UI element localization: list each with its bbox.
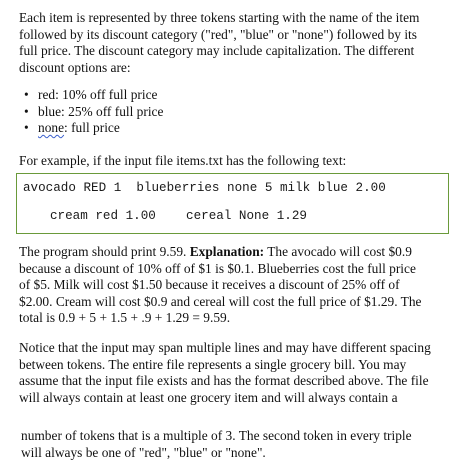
explanation-line: because a discount of 10% off of $1 is $0.1. Blueberries cost the full price <box>19 260 416 276</box>
continuation-paragraph <box>21 428 467 461</box>
explanation-line: of $5. Milk will cost $1.50 because it receives a discount of 25% off of <box>19 277 400 293</box>
explanation-heading: Explanation: <box>189 244 265 259</box>
notice-line: will always contain at least one grocery item and will always contain a <box>19 389 398 405</box>
option-text: red: 10% off full price <box>38 87 158 102</box>
list-item <box>24 120 163 137</box>
intro-paragraph <box>19 10 465 76</box>
option-text: : full price <box>64 120 120 136</box>
notice-line: between tokens. The entire file represents a single grocery bill. You may <box>19 356 407 372</box>
explanation-paragraph <box>19 244 465 327</box>
notice-line: assume that the input file exists and has the format described above. The file <box>19 373 429 389</box>
intro-line: full price. The discount category may include capitalization. The different <box>19 43 415 59</box>
intro-line: discount options are: <box>19 59 131 75</box>
code-line: cream red 1.00 cereal None 1.29 <box>50 209 307 223</box>
intro-line: followed by its discount category ("red", "blue" or "none") followed by its <box>19 26 417 42</box>
notice-line: Notice that the input may span multiple lines and may have different spacing <box>19 340 431 355</box>
code-line: avocado RED 1 blueberries none 5 milk blue 2.00 <box>23 181 386 195</box>
example-intro <box>19 153 465 170</box>
intro-line: Each item is represented by three tokens starting with the name of the item <box>19 10 420 25</box>
bullet-icon: • <box>24 120 29 136</box>
bullet-icon: • <box>24 103 29 119</box>
explanation-line <box>19 244 465 261</box>
list-item <box>24 87 163 104</box>
continuation-line: will always be one of "red", "blue" or "none". <box>21 444 266 460</box>
explanation-line: $2.00. Cream will cost $0.9 and cereal will cost the full price of $1.29. The <box>19 293 422 309</box>
discount-options-list <box>24 87 163 137</box>
spellcheck-flagged-word: none <box>38 120 65 136</box>
notice-paragraph <box>19 340 465 406</box>
explanation-line: total is 0.9 + 5 + 1.5 + .9 + 1.29 = 9.59. <box>19 310 231 326</box>
bullet-icon: • <box>24 87 29 102</box>
code-sample-box <box>16 173 449 234</box>
explanation-text: The program should print 9.59. <box>19 244 190 259</box>
list-item <box>24 104 163 121</box>
example-intro-text: For example, if the input file items.txt has the following text: <box>19 153 347 168</box>
explanation-text: The avocado will cost $0.9 <box>264 244 412 259</box>
option-text: blue: 25% off full price <box>38 103 164 119</box>
continuation-line: number of tokens that is a multiple of 3. The second token in every triple <box>21 428 412 443</box>
